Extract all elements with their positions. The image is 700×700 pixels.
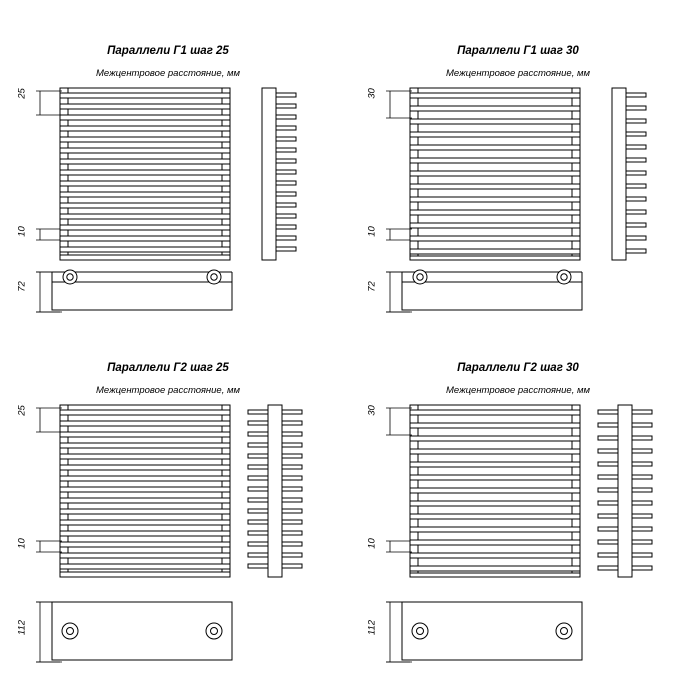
dim-bottom-label: 112 (366, 619, 378, 636)
panel-g2-step30 (350, 350, 700, 700)
panel-subtitle: Межцентровое расстояние, мм (95, 68, 241, 79)
bottom-view (36, 602, 232, 662)
dim-bottom-label: 72 (366, 281, 378, 292)
side-view (262, 88, 296, 260)
panel-drawing (0, 0, 350, 350)
dim-top-label: 25 (16, 88, 28, 99)
dim-bottom-label: 72 (16, 281, 28, 292)
panel-g1-step25 (0, 0, 350, 350)
panel-g1-step30 (350, 0, 700, 350)
panel-g2-step25 (0, 350, 350, 700)
panel-title: Параллели Г1 шаг 30 (457, 45, 579, 57)
panel-title: Параллели Г2 шаг 25 (107, 362, 229, 374)
bottom-view (386, 602, 582, 662)
dim-middle-label: 10 (366, 226, 378, 237)
side-view (598, 405, 652, 577)
front-view (60, 405, 230, 577)
dim-middle-label: 10 (16, 226, 28, 237)
front-view (410, 405, 580, 577)
panel-drawing (350, 350, 700, 700)
dim-top-label: 30 (366, 405, 378, 416)
front-view (410, 88, 580, 260)
panel-drawing (350, 0, 700, 350)
dim-bottom-label: 112 (16, 619, 28, 636)
side-view (612, 88, 646, 260)
dim-middle-label: 10 (366, 538, 378, 549)
panel-title: Параллели Г2 шаг 30 (457, 362, 579, 374)
panel-subtitle: Межцентровое расстояние, мм (95, 385, 241, 396)
side-view (248, 405, 302, 577)
bottom-view (36, 270, 232, 312)
dim-middle-label: 10 (16, 538, 28, 549)
panel-title: Параллели Г1 шаг 25 (107, 45, 229, 57)
dim-top-label: 25 (16, 405, 28, 416)
bottom-view (386, 270, 582, 312)
panel-subtitle: Межцентровое расстояние, мм (445, 68, 591, 79)
panel-drawing (0, 350, 350, 700)
front-view (60, 88, 230, 260)
dim-top-label: 30 (366, 88, 378, 99)
panel-subtitle: Межцентровое расстояние, мм (445, 385, 591, 396)
